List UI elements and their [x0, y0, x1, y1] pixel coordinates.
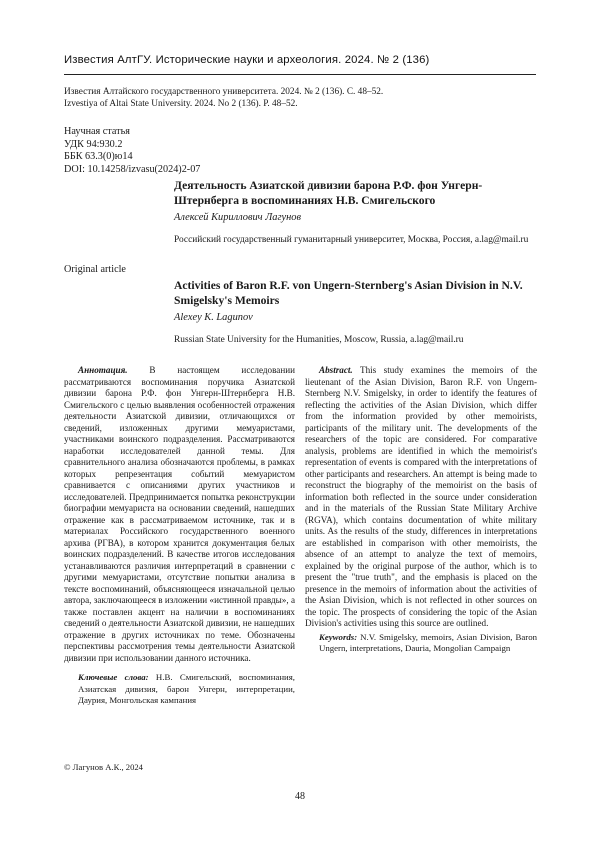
author-en: Alexey K. Lagunov — [174, 312, 253, 323]
article-type-ru: Научная статья — [64, 126, 130, 137]
running-head: Известия АлтГУ. Исторические науки и археология. 2024. № 2 (136) — [64, 54, 430, 66]
header-rule — [64, 74, 536, 75]
copyright: © Лагунов А.К., 2024 — [64, 762, 143, 772]
page-number: 48 — [295, 791, 305, 802]
abstract-en-column — [305, 365, 537, 655]
abstract-ru-text: В настоящем исследовании рассматриваются воспоминания поручика Азиатской дивизии барона Р.Ф. фон Унгерн-Штернберга Н.В. Смигельского с целью выявления особенностей отражения деятельности Азиатской дивизии, отличающихся от сведений, изложенных другими мемуаристами, участниками воинского подразделения. Рассматриваются наработки исследователей данной темы. Для сравнительного анализа обозначаются проблемы, в рамках которых репрезентация событий мемуаристом сравнивается с описаниями других участников и исследователей. Предпринимается попытка реконструкции биографии мемуариста на основании сведений, нашедших отражение как в рассматриваемом источнике, так и в материалах Российского государственного военного архива (РГВА), в котором хранится документация белых воинских подразделений. В качестве итогов исследования устанавливаются различия интерпретаций в сравнении с другими мемуаристами, отсутствие попытки анализа в тексте воспоминаний, объясняющееся изначальной целью автора, заключающееся в изложении «истинной правды», а также поставлен акцент на наличии в воспоминаниях сведений о деятельности Азиатской дивизии, не нашедших отражение в других источниках по теме. Обозначены перспективы рассмотрения темы деятельности Азиатской дивизии при использовании данного источника. — [64, 365, 295, 663]
keywords-ru-text: Н.В. Смигельский, воспоминания, Азиатская дивизия, барон Унгерн, интерпретации, Даурия, Монгольская кампания — [78, 672, 296, 705]
abstract-en-label: Abstract. — [319, 365, 353, 375]
abstract-en — [305, 365, 537, 630]
citation-en: Izvestiya of Altai State University. 2024. No 2 (136). P. 48–52. — [64, 99, 298, 109]
keywords-en-label: Keywords: — [319, 631, 358, 642]
author-ru: Алексей Кириллович Лагунов — [174, 212, 301, 223]
abstract-ru-label: Аннотация. — [78, 365, 128, 375]
abstract-en-text: This study examines the memoirs of the lieutenant of the Asian Division, Baron R.F. von Ungern-Sternberg N.V. Smigelsky, in order to identify the features of reflecting the activities of the Asian Division, which differ from the information provided by other memoirists, participants of the military unit. The developments of the researchers of the topic are considered. For comparative analysis, problems are identified in which the memoirist's representation of events is compared with the interpretations of other participants and researchers. An attempt is being made to reconstruct the biography of the memoirist on the basis of information both reflected in the source under consideration and in the materials of the Russian State Military Archive (RGVA), which contains documentation of white military units. As the results of the study, differences in interpretations are established in comparison with other memoirists, the absence of an attempt to analyze the text of memoirs, explained by the original purpose of the author, which is to present the "true truth", and the emphasis is placed on the presence in the memoirs of information about the activities of the Asian Division, which is not reflected in other sources on the topic. The prospects of considering the topic of the Asian Division's activities using this source are outlined. — [305, 365, 537, 628]
udk-code: УДК 94:930.2 — [64, 138, 123, 150]
keywords-ru — [64, 672, 295, 707]
abstract-ru-column — [64, 365, 295, 707]
keywords-ru-label: Ключевые слова: — [78, 672, 149, 682]
citation-ru: Известия Алтайского государственного университета. 2024. № 2 (136). С. 48–52. — [64, 87, 384, 97]
keywords-en — [305, 632, 537, 655]
title-ru: Деятельность Азиатской дивизии барона Р.Ф. фон Унгерн-Штернберга в воспоминаниях Н.В. Смигельского — [174, 179, 483, 207]
title-en: Activities of Baron R.F. von Ungern-Sternberg's Asian Division in N.V. Smigelsky's Memoirs — [174, 279, 523, 307]
article-type-en: Original article — [64, 264, 126, 275]
keywords-en-text: N.V. Smigelsky, memoirs, Asian Division, Baron Ungern, interpretations, Dauria, Mongolian Campaign — [319, 631, 538, 653]
affiliation-en: Russian State University for the Humanities, Moscow, Russia, a.lag@mail.ru — [174, 335, 464, 345]
bbk-code: ББК 63.3(0)ю14 — [64, 151, 133, 162]
affiliation-ru: Российский государственный гуманитарный университет, Москва, Россия, a.lag@mail.ru — [174, 235, 529, 245]
abstract-ru — [64, 365, 295, 664]
doi: DOI: 10.14258/izvasu(2024)2-07 — [64, 163, 201, 175]
